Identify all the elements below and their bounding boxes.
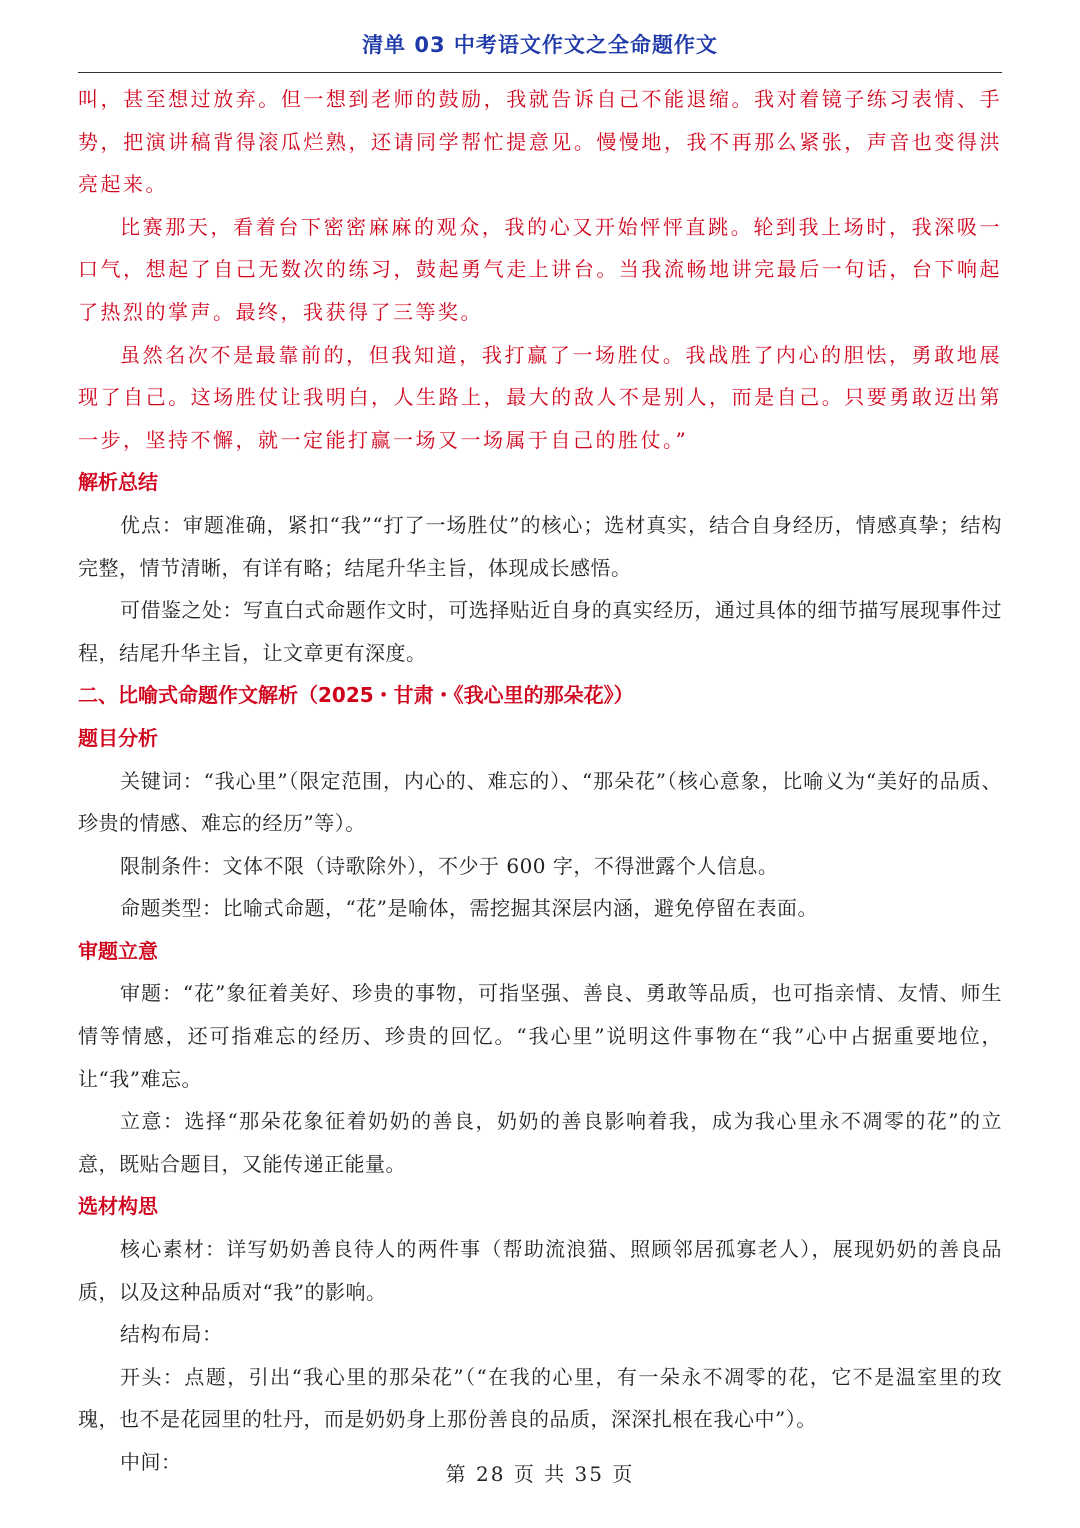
idea-paragraph: 审题：“花”象征着美好、珍贵的事物，可指坚强、善良、勇敢等品质，也可指亲情、友情、师生情等情感，还可指难忘的经历、珍贵的回忆。“我心里”说明这件事物在“我”心中占据重要地位，让“我”难忘。 (78, 981, 1002, 1091)
topic-paragraph: 限制条件：文体不限（诗歌除外），不少于 600 字，不得泄露个人信息。 (120, 853, 779, 878)
essay-paragraph: 比赛那天，看着台下密密麻麻的观众，我的心又开始怦怦直跳。轮到我上场时，我深吸一口气，想起了自己无数次的练习，鼓起勇气走上讲台。当我流畅地讲完最后一句话，台下响起了热烈的掌声。最终，我获得了三等奖。 (78, 214, 1002, 324)
material-paragraph: 中间： (120, 1450, 182, 1474)
analysis-paragraph: 可借鉴之处：写直白式命题作文时，可选择贴近自身的真实经历，通过具体的细节描写展现事件过程，结尾升华主旨，让文章更有深度。 (78, 598, 1002, 665)
topic-heading: 题目分析 (78, 725, 158, 750)
header-title: 清单 03 中考语文作文之全命题作文 (362, 33, 718, 57)
page-footer (0, 1458, 1080, 1487)
material-heading: 选材构思 (78, 1194, 158, 1219)
essay-paragraph: 叫，甚至想过放弃。但一想到老师的鼓励，我就告诉自己不能退缩。我对着镜子练习表情、手势，把演讲稿背得滚瓜烂熟，还请同学帮忙提意见。慢慢地，我不再那么紧张，声音也变得洪亮起来。 (78, 87, 1002, 197)
page-number: 第 28 页 共 35 页 (445, 1462, 635, 1486)
topic-paragraph: 命题类型：比喻式命题，“花”是喻体，需挖掘其深层内涵，避免停留在表面。 (120, 896, 818, 921)
analysis-heading: 解析总结 (78, 470, 158, 495)
page-header (78, 26, 1002, 73)
essay-paragraph: 虽然名次不是最靠前的，但我知道，我打赢了一场胜仗。我战胜了内心的胆怯，勇敢地展现了自己。这场胜仗让我明白，人生路上，最大的敌人不是别人，而是自己。只要勇敢迈出第一步，坚持不懈，就一定能打赢一场又一场属于自己的胜仗。” (78, 342, 1002, 452)
analysis-paragraph: 优点：审题准确，紧扣“我”“打了一场胜仗”的核心；选材真实，结合自身经历，情感真挚；结构完整，情节清晰，有详有略；结尾升华主旨，体现成长感悟。 (78, 512, 1002, 580)
material-paragraph: 结构布局： (120, 1322, 223, 1347)
material-paragraph: 核心素材：详写奶奶善良待人的两件事（帮助流浪猫、照顾邻居孤寡老人），展现奶奶的善良品质，以及这种品质对“我”的影响。 (78, 1237, 1002, 1304)
material-paragraph: 开头：点题，引出“我心里的那朵花”（“在我的心里，有一朵永不凋零的花，它不是温室里的玫瑰，也不是花园里的牡丹，而是奶奶身上那份善良的品质，深深扎根在我心中”）。 (78, 1364, 1002, 1432)
idea-heading: 审题立意 (78, 938, 158, 963)
section-heading: 二、比喻式命题作文解析（2025・甘肃・《我心里的那朵花》） (78, 683, 634, 708)
topic-paragraph: 关键词：“我心里”（限定范围，内心的、难忘的）、“那朵花”（核心意象，比喻义为“美好的品质、珍贵的情感、难忘的经历”等）。 (78, 768, 1002, 836)
idea-paragraph: 立意：选择“那朵花象征着奶奶的善良，奶奶的善良影响着我，成为我心里永不凋零的花”的立意，既贴合题目，又能传递正能量。 (78, 1109, 1002, 1176)
page-content (78, 78, 1002, 1484)
